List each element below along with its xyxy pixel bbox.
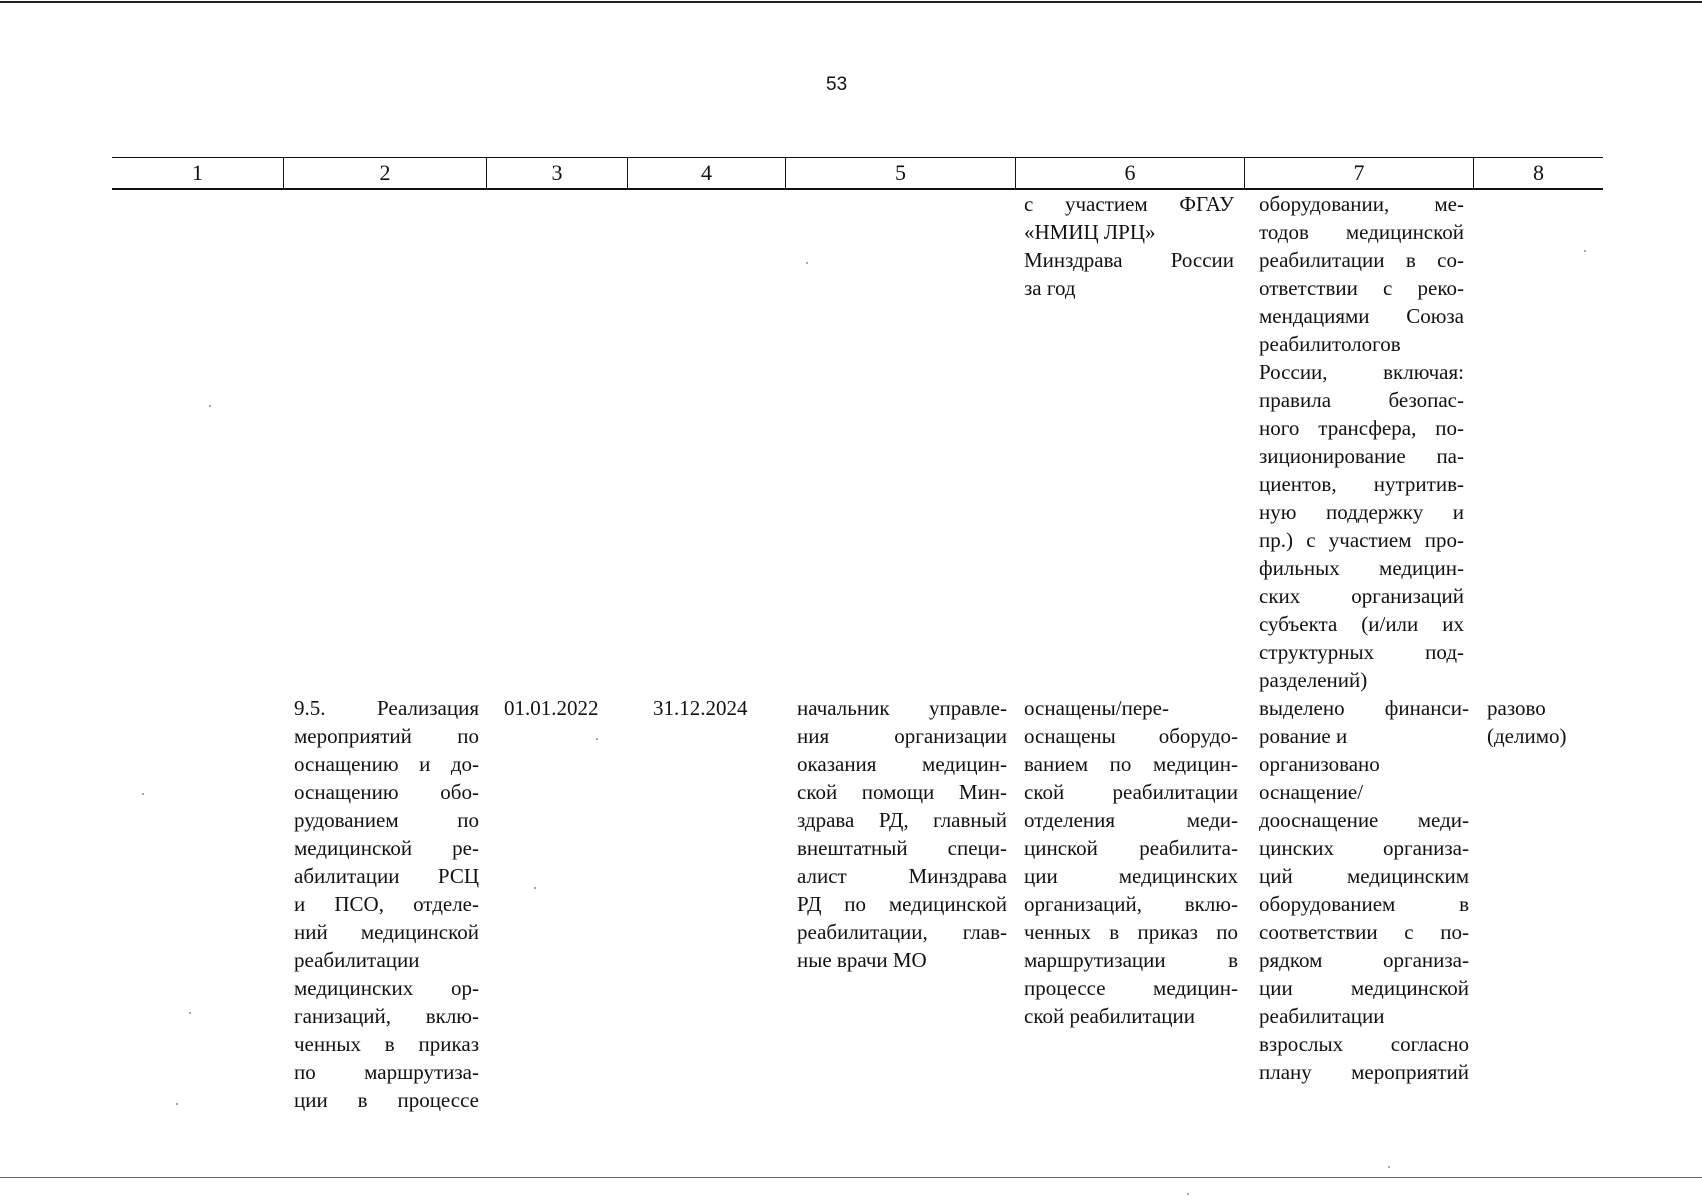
text-line: медицинских ор-: [294, 976, 479, 1000]
text-line: маршрутизации в: [1024, 948, 1238, 972]
text-line: (делимо): [1487, 724, 1567, 748]
text-line: оборудовании, ме-: [1259, 192, 1464, 216]
row-cell-col5: [797, 694, 1007, 974]
text-line: реабилитации, глав-: [797, 920, 1007, 944]
text-line: пр.) с участием про-: [1259, 528, 1464, 552]
text-line: [1024, 218, 1234, 246]
text-line: ответствии с реко-: [1259, 276, 1464, 300]
table-header-row: [112, 157, 1603, 190]
text-line: мероприятий по: [294, 724, 479, 748]
continued-cell-col6: [1024, 190, 1234, 302]
start-date: 01.01.2022: [504, 696, 599, 720]
row-cell-col2: [294, 694, 479, 1114]
text-line: реабилитации: [1259, 1004, 1385, 1028]
text-line: циентов, нутритив-: [1259, 472, 1464, 496]
column-header-1: 1: [192, 160, 203, 185]
column-header-5: 5: [895, 160, 906, 185]
text-line: ванием по медицин-: [1024, 752, 1238, 776]
row-cell-col7: [1259, 694, 1469, 1086]
text-line: ций медицинским: [1259, 864, 1469, 888]
text-line: взрослых согласно: [1259, 1032, 1469, 1056]
text-line: ции медицинских: [1024, 864, 1238, 888]
text-line: организаций, вклю-: [1024, 892, 1238, 916]
scan-speck: [1187, 1193, 1189, 1195]
row-cell-col6: [1024, 694, 1238, 1030]
scan-speck: [209, 405, 211, 407]
text-line: процессе медицин-: [1024, 976, 1238, 1000]
text-line: ченных в приказ по: [1024, 920, 1238, 944]
text-line: плану мероприятий: [1259, 1060, 1469, 1084]
column-header-3: 3: [551, 160, 563, 185]
row-cell-col4-end-date: [653, 694, 783, 722]
text-line: соответствии с по-: [1259, 920, 1469, 944]
text-line: оснащены оборудо-: [1024, 724, 1238, 748]
end-date: 31.12.2024: [653, 696, 748, 720]
text-line: реабилитации: [294, 948, 420, 972]
text-line: ской реабилитации: [1024, 780, 1238, 804]
text-line: отделения меди-: [1024, 808, 1238, 832]
text-line: ской реабилитации: [1024, 1004, 1195, 1028]
text-line: разово: [1487, 696, 1546, 720]
text-line: субъекта (и/или их: [1259, 612, 1464, 636]
text-line: и ПСО, отделе-: [294, 892, 479, 916]
scan-speck: [142, 793, 144, 795]
scan-speck: [534, 887, 536, 889]
continued-cell-col7: [1259, 190, 1464, 694]
text-line: оказания медицин-: [797, 752, 1007, 776]
text-line: внештатный специ-: [797, 836, 1007, 860]
text-line: оснащению и до-: [294, 752, 479, 776]
text-line: рование и: [1259, 724, 1348, 748]
text-line: рядком организа-: [1259, 948, 1469, 972]
text-line: ции медицинской: [1259, 976, 1469, 1000]
text-line: правила безопас-: [1259, 388, 1464, 412]
text-line: мендациями Союза: [1259, 304, 1464, 328]
scan-bottom-border: [0, 1177, 1702, 1178]
text-line: за год: [1024, 276, 1076, 300]
column-header-8: 8: [1533, 160, 1544, 185]
scan-speck: [1584, 250, 1586, 252]
column-header-7: 7: [1353, 160, 1365, 185]
text-line: тодов медицинской: [1259, 220, 1464, 244]
text-line: ской помощи Мин-: [797, 780, 1007, 804]
text-line: структурных под-: [1259, 640, 1464, 664]
text-line: здрава РД, главный: [797, 808, 1007, 832]
row-cell-col8: [1487, 694, 1597, 750]
text-line: медицинской ре-: [294, 836, 479, 860]
text-line: рудованием по: [294, 808, 479, 832]
column-header-4: 4: [701, 160, 712, 185]
text-line: абилитации РСЦ: [294, 864, 479, 888]
text-line: выделено финанси-: [1259, 696, 1469, 720]
text-line: ния организации: [797, 724, 1007, 748]
text-line: цинских организа-: [1259, 836, 1469, 860]
text-line: ные врачи МО: [797, 948, 927, 972]
text-line: оснащены/пере-: [1024, 696, 1169, 720]
text-line: начальник управле-: [797, 696, 1007, 720]
scan-speck: [596, 738, 598, 740]
text-line: организовано: [1259, 752, 1380, 776]
row-cell-col3-start-date: [504, 694, 634, 722]
text-line: 9.5. Реализация: [294, 696, 479, 720]
text-line: алист Минздрава: [797, 864, 1007, 888]
scan-speck: [806, 262, 808, 264]
text-line: ганизаций, вклю-: [294, 1004, 479, 1028]
text-line: ний медицинской: [294, 920, 479, 944]
column-header-2: 2: [379, 160, 391, 185]
page-number: 53: [826, 74, 848, 95]
text-line: разделений): [1259, 668, 1368, 692]
text-line: РД по медицинской: [797, 892, 1007, 916]
text-line: ного трансфера, по-: [1259, 416, 1464, 440]
text-line: ную поддержку и: [1259, 500, 1464, 524]
scan-speck: [1388, 1166, 1390, 1168]
text-line: зиционирование па-: [1259, 444, 1464, 468]
scan-speck: [176, 1103, 178, 1105]
text-line: ских организаций: [1259, 584, 1464, 608]
text-line: реабилитологов: [1259, 332, 1401, 356]
text-line: с участием ФГАУ: [1024, 192, 1234, 216]
text-line: России, включая:: [1259, 360, 1464, 384]
text-line: оборудованием в: [1259, 892, 1469, 916]
text-line: Минздрава России: [1024, 248, 1234, 272]
text-line: реабилитации в со-: [1259, 248, 1464, 272]
text-line: ции в процессе: [294, 1088, 479, 1112]
text-line: оснащение/: [1259, 780, 1364, 804]
text-line: по маршрутиза-: [294, 1060, 479, 1084]
text-line: оснащению обо-: [294, 780, 479, 804]
text-line: цинской реабилита-: [1024, 836, 1238, 860]
scan-top-border: [0, 1, 1702, 3]
text-line-content: «НМИЦ ЛРЦ»: [1024, 220, 1156, 244]
scan-speck: [189, 1012, 191, 1014]
text-line: дооснащение меди-: [1259, 808, 1469, 832]
text-line: фильных медицин-: [1259, 556, 1464, 580]
text-line: ченных в приказ: [294, 1032, 479, 1056]
column-header-6: 6: [1124, 160, 1136, 185]
